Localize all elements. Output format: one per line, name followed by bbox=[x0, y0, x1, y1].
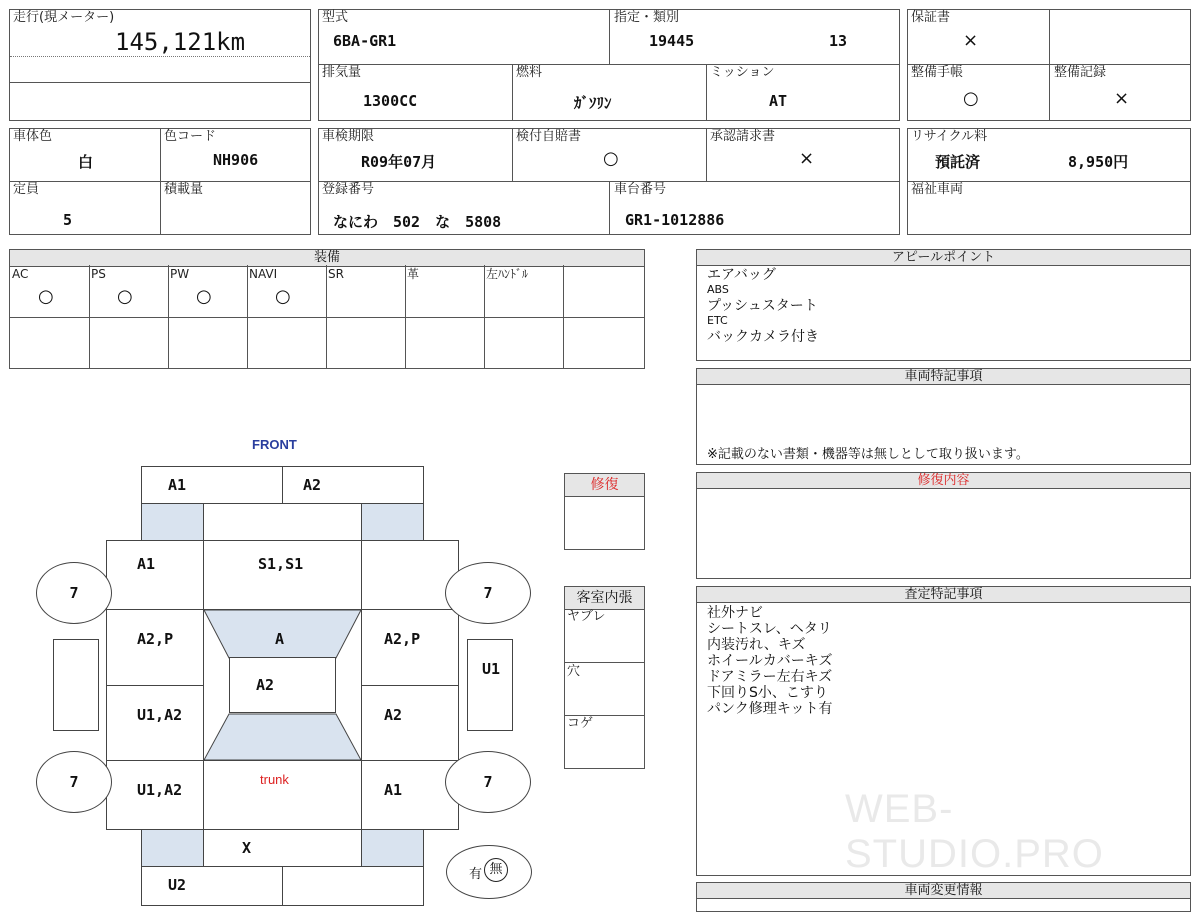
appeal-box bbox=[696, 249, 1191, 361]
divider bbox=[10, 82, 310, 83]
assessment-line: 下回りS小、こすり bbox=[707, 685, 828, 701]
warranty-box bbox=[907, 9, 1191, 121]
inspection-value: R09年07月 bbox=[361, 153, 437, 171]
registration-value: なにわ 502 な 5808 bbox=[333, 213, 502, 231]
inspection-box bbox=[318, 128, 900, 235]
displacement-value: 1300CC bbox=[363, 92, 418, 110]
interior-title: 客室内張 bbox=[565, 587, 644, 610]
assessment-line: ドアミラー左右キズ bbox=[707, 669, 833, 685]
spare-no: 無 bbox=[484, 858, 508, 882]
panel-front-left: A1 bbox=[141, 466, 283, 504]
appeal-line: バックカメラ付き bbox=[707, 329, 819, 345]
color-box bbox=[9, 128, 311, 235]
tire-rear-left: 7 bbox=[36, 751, 112, 813]
insurance-label: 検付自賠書 bbox=[516, 129, 582, 144]
model-label: 型式 bbox=[322, 10, 349, 25]
interior-row: ヤブレ bbox=[567, 609, 606, 624]
maint-record-value: × bbox=[1114, 88, 1130, 109]
panel-blue bbox=[361, 503, 424, 541]
watermark: WEB-STUDIO.PRO bbox=[845, 787, 1104, 876]
panel-right-front bbox=[361, 540, 459, 610]
divider bbox=[565, 662, 644, 663]
assessment-title: 査定特記事項 bbox=[697, 587, 1190, 603]
maint-record-label: 整備記録 bbox=[1054, 65, 1107, 80]
panel-blue bbox=[141, 829, 204, 867]
changes-title: 車両変更情報 bbox=[697, 883, 1190, 899]
car-diagram bbox=[0, 380, 560, 900]
welfare-label: 福祉車両 bbox=[911, 182, 964, 197]
interior-row: 穴 bbox=[567, 664, 581, 679]
repair-content-box bbox=[696, 472, 1191, 579]
interior-row: コゲ bbox=[567, 716, 594, 731]
transmission-value: AT bbox=[769, 92, 788, 110]
front-label: FRONT bbox=[252, 437, 297, 452]
approval-label: 承認請求書 bbox=[710, 129, 776, 144]
panel-rear-bumper: X bbox=[203, 829, 362, 867]
repair-box bbox=[564, 473, 645, 550]
equipment-value: ○ bbox=[275, 286, 291, 307]
designation-value1: 19445 bbox=[649, 32, 695, 50]
divider bbox=[319, 64, 899, 65]
assessment-line: パンク修理キット有 bbox=[707, 701, 833, 717]
displacement-label: 排気量 bbox=[322, 65, 362, 80]
tire-front-left: 7 bbox=[36, 562, 112, 624]
color-code-value: NH906 bbox=[213, 151, 259, 169]
equipment-table bbox=[9, 249, 645, 369]
designation-value2: 13 bbox=[829, 32, 848, 50]
panel-bottom-right bbox=[282, 866, 424, 906]
changes-box bbox=[696, 882, 1191, 912]
recycle-box bbox=[907, 128, 1191, 235]
equipment-value: ○ bbox=[117, 286, 133, 307]
equipment-value: ○ bbox=[38, 286, 54, 307]
special-notes-box bbox=[696, 368, 1191, 465]
panel-hood: S1,S1 bbox=[203, 540, 362, 610]
tire-rear-right: 7 bbox=[445, 751, 531, 813]
assessment-line: ホイールカバーキズ bbox=[707, 653, 833, 669]
panel-right-side: U1 bbox=[467, 639, 513, 731]
divider bbox=[512, 129, 513, 181]
panel-roof: A2 bbox=[229, 657, 336, 713]
appeal-line: ETC bbox=[707, 314, 728, 327]
mileage-label: 走行(現メーター) bbox=[13, 10, 115, 25]
special-notes-footer: ※記載のない書類・機器等は無しとして取り扱います。 bbox=[707, 447, 1029, 462]
panel-left-side bbox=[53, 639, 99, 731]
divider bbox=[512, 64, 513, 121]
designation-label: 指定・類別 bbox=[614, 10, 680, 25]
panel-front-center bbox=[203, 503, 362, 541]
tire-front-right: 7 bbox=[445, 562, 531, 624]
repair-content-title: 修復内容 bbox=[697, 473, 1190, 489]
body-color-label: 車体色 bbox=[13, 129, 53, 144]
recycle-label: リサイクル料 bbox=[911, 129, 988, 144]
equipment-label: PW bbox=[170, 267, 190, 281]
panel-blue bbox=[141, 503, 204, 541]
equipment-label: NAVI bbox=[249, 267, 278, 281]
spec-box bbox=[318, 9, 900, 121]
mileage-box bbox=[9, 9, 311, 121]
equipment-title: 装備 bbox=[10, 250, 644, 267]
registration-label: 登録番号 bbox=[322, 182, 375, 197]
appeal-line: プッシュスタート bbox=[707, 298, 818, 314]
equipment-label: AC bbox=[12, 267, 29, 281]
panel-trunk: trunk bbox=[203, 760, 362, 830]
warranty-label: 保証書 bbox=[911, 10, 951, 25]
recycle-amount: 8,950円 bbox=[1068, 153, 1129, 171]
appeal-line: エアバッグ bbox=[707, 267, 776, 283]
panel-left-rear-door: U1,A2 bbox=[106, 685, 204, 761]
approval-value: × bbox=[799, 148, 815, 169]
assessment-box bbox=[696, 586, 1191, 876]
maint-book-value: ○ bbox=[963, 88, 979, 109]
fuel-value: ｶﾞｿﾘﾝ bbox=[574, 94, 612, 112]
divider bbox=[706, 129, 707, 181]
panel-right-rear: A1 bbox=[361, 760, 459, 830]
warranty-value: × bbox=[963, 30, 979, 51]
load-label: 積載量 bbox=[164, 182, 204, 197]
panel-right-front-door: A2,P bbox=[361, 609, 459, 686]
divider bbox=[609, 10, 610, 64]
equipment-label: PS bbox=[91, 267, 106, 281]
divider bbox=[10, 317, 644, 318]
divider bbox=[1049, 10, 1050, 120]
capacity-value: 5 bbox=[63, 211, 73, 229]
model-value: 6BA-GR1 bbox=[333, 32, 397, 50]
divider bbox=[10, 56, 310, 57]
inspection-label: 車検期限 bbox=[322, 129, 375, 144]
transmission-label: ミッション bbox=[710, 65, 775, 80]
repair-box-title: 修復 bbox=[565, 474, 644, 497]
panel-right-rear-door: A2 bbox=[361, 685, 459, 761]
body-color-value: 白 bbox=[78, 153, 94, 171]
appeal-title: アピールポイント bbox=[697, 250, 1190, 266]
panel-blue bbox=[361, 829, 424, 867]
maint-book-label: 整備手帳 bbox=[911, 65, 964, 80]
chassis-label: 車台番号 bbox=[614, 182, 667, 197]
insurance-value: ○ bbox=[603, 148, 619, 169]
divider bbox=[706, 64, 707, 121]
assessment-line: シートスレ、ヘタリ bbox=[707, 621, 832, 637]
appeal-line: ABS bbox=[707, 283, 729, 296]
fuel-label: 燃料 bbox=[516, 65, 543, 80]
assessment-line: 内装汚れ、キズ bbox=[707, 637, 806, 653]
panel-left-front: A1 bbox=[106, 540, 204, 610]
recycle-status: 預託済 bbox=[935, 153, 981, 171]
chassis-value: GR1-1012886 bbox=[625, 211, 725, 229]
panel-left-front-door: A2,P bbox=[106, 609, 204, 686]
interior-box bbox=[564, 586, 645, 769]
spare-tire bbox=[446, 845, 532, 899]
capacity-label: 定員 bbox=[13, 182, 40, 197]
divider bbox=[10, 181, 310, 182]
panel-front-right: A2 bbox=[282, 466, 424, 504]
panel-bottom-left: U2 bbox=[141, 866, 283, 906]
windshield-label: A bbox=[275, 630, 285, 648]
assessment-line: 社外ナビ bbox=[707, 605, 763, 621]
mileage-value: 145,121km bbox=[115, 28, 246, 56]
spare-yes: 有 bbox=[469, 867, 483, 882]
divider bbox=[609, 181, 610, 234]
panel-left-rear: U1,A2 bbox=[106, 760, 204, 830]
equipment-label: 革 bbox=[407, 267, 420, 281]
equipment-label: 左ﾊﾝﾄﾞﾙ bbox=[486, 267, 529, 281]
color-code-label: 色コード bbox=[164, 129, 217, 144]
special-notes-title: 車両特記事項 bbox=[697, 369, 1190, 385]
equipment-label: SR bbox=[328, 267, 344, 281]
equipment-value: ○ bbox=[196, 286, 212, 307]
